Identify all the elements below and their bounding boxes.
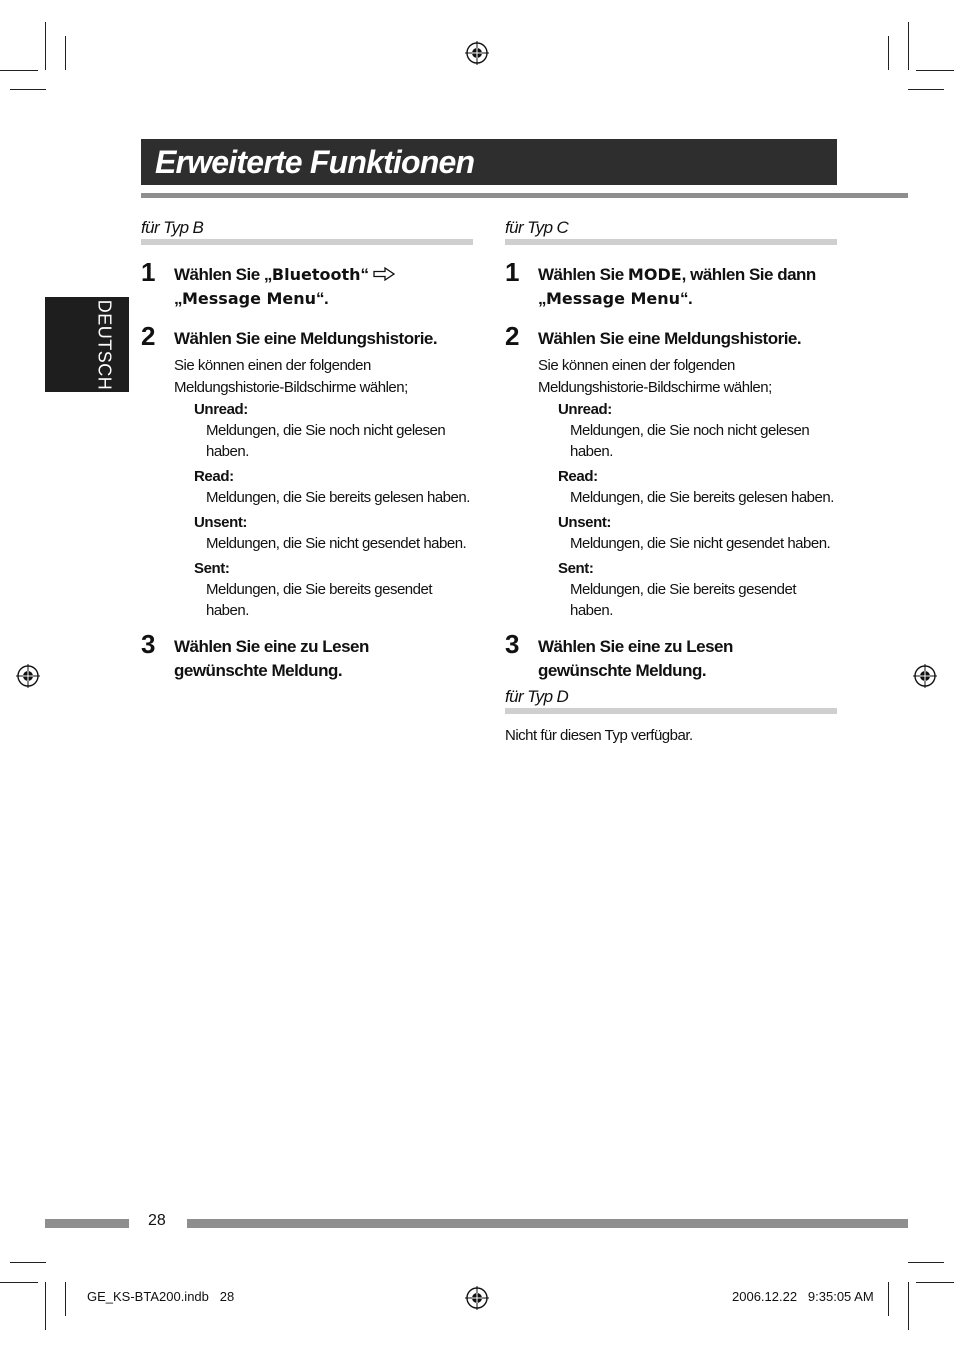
crop-mark	[10, 1262, 46, 1263]
registration-target-icon	[465, 1286, 489, 1310]
print-timestamp: 2006.12.22 9:35:05 AM	[732, 1289, 874, 1304]
step-title: Wählen Sie eine zu Lesen gewünschte Meldung.	[174, 637, 369, 680]
option-label: Sent:	[558, 560, 594, 577]
footer-bar-right	[187, 1219, 908, 1228]
option-label: Unsent:	[194, 514, 248, 531]
crop-mark	[45, 1282, 46, 1330]
option-label: Unsent:	[558, 514, 612, 531]
page-title: Erweiterte Funktionen	[155, 144, 475, 180]
crop-mark	[45, 22, 46, 70]
section-heading: für Typ D	[505, 682, 837, 714]
crop-mark	[65, 1282, 66, 1316]
registration-target-icon	[913, 664, 937, 688]
step-number: 3	[505, 629, 520, 659]
message-menu-label: Message Menu	[182, 289, 317, 308]
crop-mark	[888, 1282, 889, 1316]
section-typ-d	[505, 682, 837, 747]
step-description: Sie können einen der folgenden Meldungshistorie-Bildschirme wählen;	[174, 357, 408, 396]
option-text: Meldungen, die Sie noch nicht gelesen haben.	[206, 422, 446, 460]
crop-mark	[65, 36, 66, 70]
step-number: 3	[141, 629, 156, 659]
language-tab-label: DEUTSCH	[94, 299, 115, 391]
hollow-right-arrow-icon	[373, 267, 395, 281]
file-slug: GE_KS-BTA200.indb 28	[87, 1289, 235, 1304]
title-banner	[141, 139, 837, 185]
section-heading: für Typ C	[505, 213, 837, 245]
option-text: Meldungen, die Sie nicht gesendet haben.	[570, 535, 831, 552]
section-typ-b	[141, 213, 473, 683]
step-description: Sie können einen der folgenden Meldungshistorie-Bildschirme wählen;	[538, 357, 772, 396]
step-title: Wählen Sie „Bluetooth“ „Message Menu“.	[174, 263, 473, 311]
step-title: Wählen Sie eine zu Lesen gewünschte Meldung.	[538, 637, 733, 680]
step-number: 1	[141, 257, 156, 287]
option-text: Meldungen, die Sie bereits gelesen haben.	[206, 489, 470, 506]
crop-mark	[908, 1262, 944, 1263]
option-text: Meldungen, die Sie nicht gesendet haben.	[206, 535, 467, 552]
language-tab	[45, 297, 129, 392]
crop-mark	[888, 36, 889, 70]
step-number: 2	[505, 321, 520, 351]
option-label: Read:	[194, 468, 234, 485]
step-2	[505, 321, 837, 621]
option-label: Unread:	[558, 401, 612, 418]
crop-mark	[0, 1282, 38, 1283]
crop-mark	[10, 89, 46, 90]
option-text: Meldungen, die Sie bereits gelesen haben.	[570, 489, 834, 506]
footer-bar-left	[45, 1219, 129, 1228]
option-label: Read:	[558, 468, 598, 485]
step-2	[141, 321, 473, 621]
step-title: Wählen Sie eine Meldungshistorie.	[538, 329, 802, 348]
crop-mark	[916, 70, 954, 71]
page-number: 28	[148, 1212, 166, 1229]
message-menu-label: Message Menu	[546, 289, 681, 308]
crop-mark	[0, 70, 38, 71]
crop-mark	[908, 89, 944, 90]
section-typ-c	[505, 213, 837, 683]
crop-mark	[908, 22, 909, 70]
option-text: Meldungen, die Sie noch nicht gelesen haben.	[570, 422, 810, 460]
mode-button-label: MODE	[627, 265, 682, 284]
step-1	[141, 257, 473, 311]
step-3	[505, 629, 837, 683]
option-label: Sent:	[194, 560, 230, 577]
step-number: 2	[141, 321, 156, 351]
option-text: Meldungen, die Sie bereits gesendet haben.	[570, 581, 797, 619]
crop-mark	[908, 1282, 909, 1330]
crop-mark	[916, 1282, 954, 1283]
option-label: Unread:	[194, 401, 248, 418]
step-number: 1	[505, 257, 520, 287]
registration-target-icon	[465, 41, 489, 65]
registration-target-icon	[16, 664, 40, 688]
step-1	[505, 257, 837, 311]
step-title: Wählen Sie MODE, wählen Sie dann „Message Menu“.	[538, 265, 816, 308]
section-heading: für Typ B	[141, 213, 473, 245]
section-text: Nicht für diesen Typ verfügbar.	[505, 727, 693, 744]
bluetooth-button-label: Bluetooth	[271, 265, 361, 284]
title-rule	[141, 193, 908, 198]
option-text: Meldungen, die Sie bereits gesendet haben.	[206, 581, 433, 619]
step-title: Wählen Sie eine Meldungshistorie.	[174, 329, 438, 348]
step-3	[141, 629, 473, 683]
